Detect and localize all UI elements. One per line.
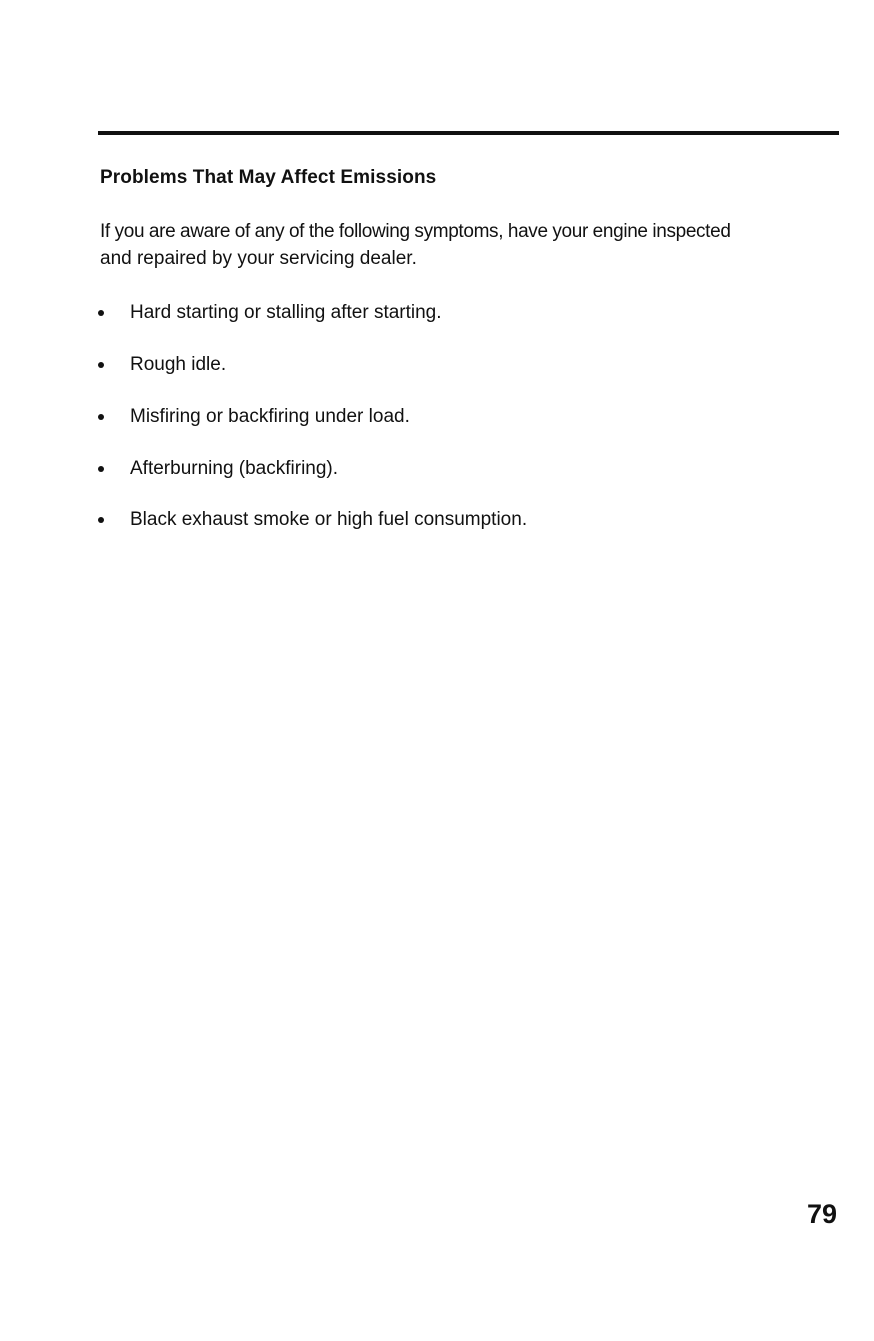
top-rule [98,131,839,135]
symptom-text: Rough idle. [130,354,227,375]
symptom-text: Black exhaust smoke or high fuel consumption. [130,509,528,530]
section-title: Problems That May Affect Emissions [100,167,437,188]
bullet-icon [98,517,104,523]
symptom-text: Hard starting or stalling after starting. [130,302,442,323]
bullet-icon [98,466,104,472]
bullet-icon [98,414,104,420]
symptom-text: Afterburning (backfiring). [130,458,339,479]
intro-line-1: If you are aware of any of the following symptoms, have your engine inspected [100,221,731,242]
intro-paragraph [100,218,845,272]
symptom-text: Misfiring or backfiring under load. [130,406,410,427]
intro-line-2: and repaired by your servicing dealer. [100,248,417,269]
bullet-icon [98,362,104,368]
bullet-icon [98,310,104,316]
page-number: 79 [806,1199,837,1229]
